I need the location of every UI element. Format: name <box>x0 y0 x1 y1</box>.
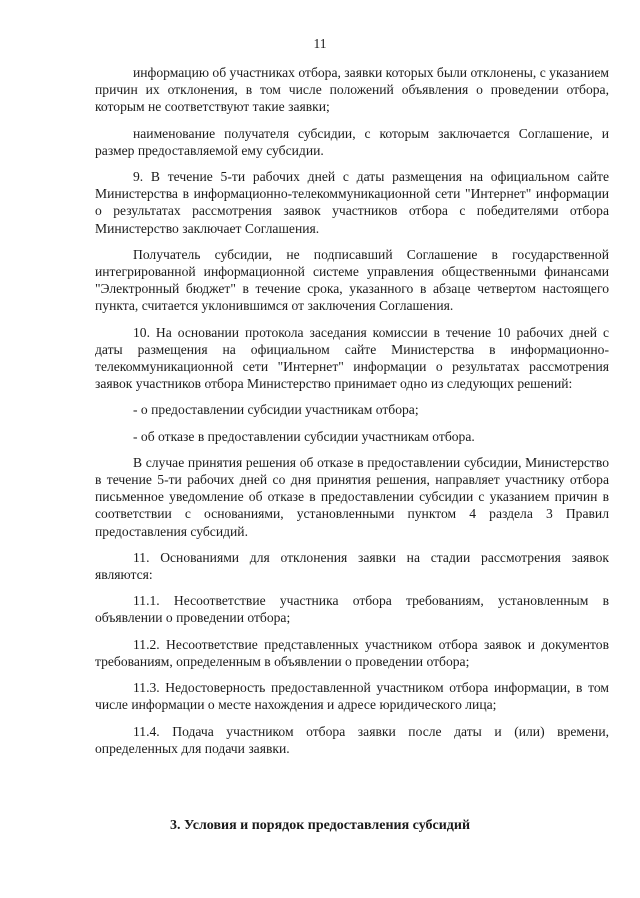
paragraph-item-11-3: 11.3. Недостоверность предоставленной участником отбора информации, в том числе информации о месте нахождения и адресе юридического лица; <box>95 680 609 713</box>
paragraph-item-11: 11. Основаниями для отклонения заявки на стадии рассмотрения заявок являются: <box>95 549 609 583</box>
page-number: 11 <box>313 36 327 51</box>
paragraph-item-9: 9. В течение 5-ти рабочих дней с даты размещения на официальном сайте Министерства в информационно-телекоммуникационной сети "Интернет" информации о результатах рассмотрения заявок участников отбора с победителями отбора Министерство заключает Соглашения. <box>95 169 609 236</box>
section-heading: 3. Условия и порядок предоставления субсидий <box>169 818 471 833</box>
paragraph-recipient-name: наименование получателя субсидии, с которым заключается Соглашение, и размер предоставляемой ему субсидии. <box>95 125 609 158</box>
paragraph-item-11-1: 11.1. Несоответствие участника отбора требованиям, установленным в объявлении о проведении отбора; <box>95 593 609 626</box>
paragraph-refusal-notice: В случае принятия решения об отказе в предоставлении субсидии, Министерство в течение 5-ти рабочих дней со дня принятия решения, направляет участнику отбора письменное уведомление об отказе в предоставлении субсидии с указанием причин в соответствии с основаниями, установленными пунктом 4 раздела 3 Правил предоставления субсидий. <box>95 454 609 539</box>
paragraph-item-10: 10. На основании протокола заседания комиссии в течение 10 рабочих дней с даты размещения на официальном сайте Министерства в информационно-телекоммуникационной сети "Интернет" информации о результатах рассмотрения заявок участников отбора Министерство принимает одно из следующих решений: <box>95 324 609 392</box>
paragraph-item-11-2: 11.2. Несоответствие представленных участником отбора заявок и документов требованиям, определенным в объявлении о проведении отбора; <box>95 636 609 669</box>
paragraph-recipient-evasion: Получатель субсидии, не подписавший Соглашение в государственной интегрированной информационной системе управления общественными финансами "Электронный бюджет" в течение срока, указанного в абзаце четвертом настоящего пункта, считается уклонившимся от заключения Соглашения. <box>95 246 609 314</box>
paragraph-decision-grant: - о предоставлении субсидии участникам отбора; <box>133 402 419 418</box>
paragraph-rejected-participants: информацию об участниках отбора, заявки которых были отклонены, с указанием причин их отклонения, в том числе положений объявления о проведении отбора, которым не соответствуют такие заявки; <box>95 65 609 115</box>
paragraph-item-11-4: 11.4. Подача участником отбора заявки после даты и (или) времени, определенных для подачи заявки. <box>95 723 609 756</box>
paragraph-decision-refuse: - об отказе в предоставлении субсидии участникам отбора. <box>133 428 475 444</box>
document-body <box>95 64 609 766</box>
